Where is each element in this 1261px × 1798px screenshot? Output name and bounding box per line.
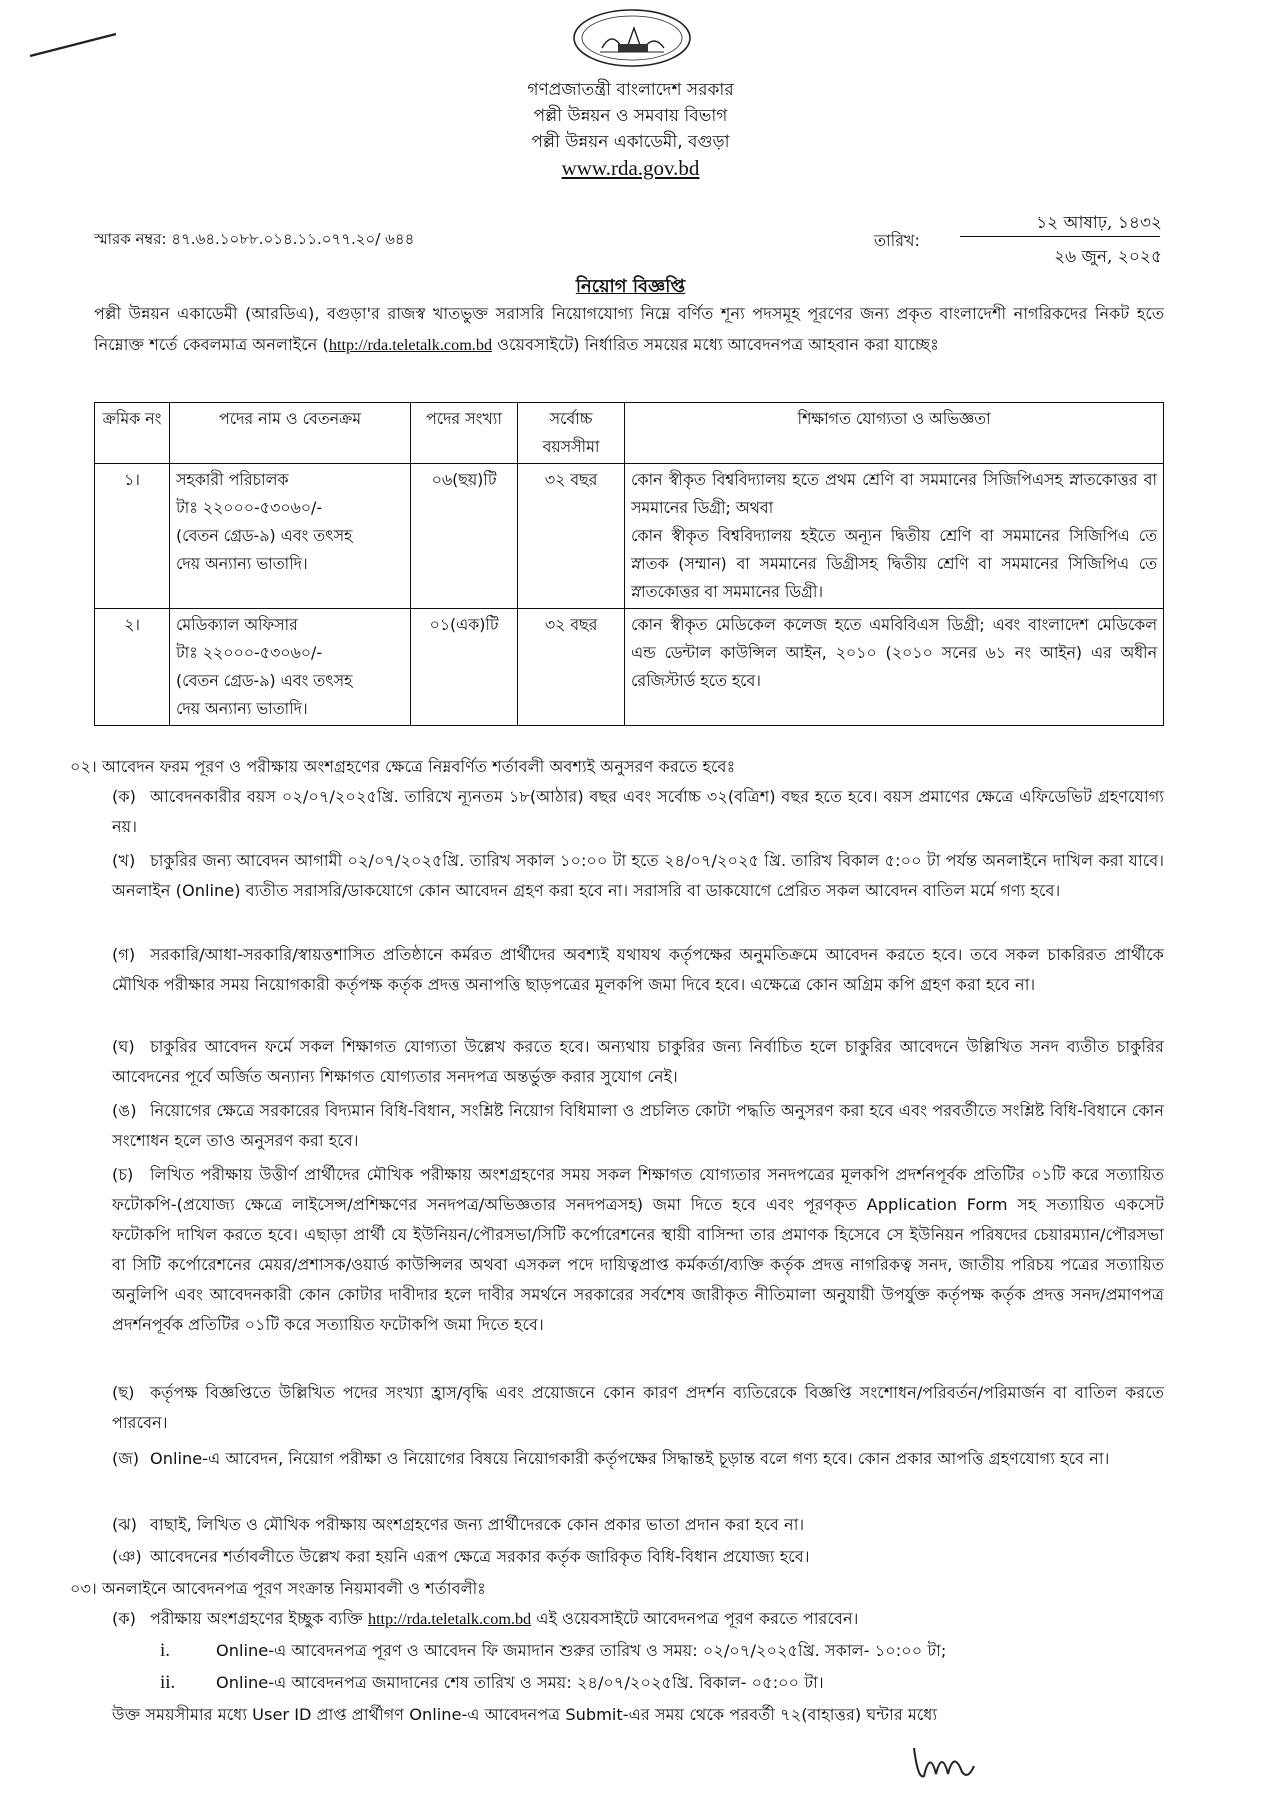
condition-label: (ক) [112, 787, 136, 806]
condition-item [112, 846, 1164, 906]
posts-table [94, 402, 1164, 726]
govt-name: গণপ্রজাতন্ত্রী বাংলাদেশ সরকার [527, 80, 734, 100]
teletalk-apply-link[interactable]: http://rda.teletalk.com.bd [367, 1610, 532, 1628]
condition-item [112, 1032, 1164, 1092]
roman-numeral: ii. [160, 1672, 176, 1693]
condition-label: (ঞ) [112, 1547, 142, 1566]
condition-item [112, 940, 1164, 1000]
post-grade: (বেতন গ্রেড-৯) এবং তৎসহ [176, 671, 353, 690]
notice-title: নিয়োগ বিজ্ঞপ্তি [575, 276, 686, 297]
pen-mark [28, 30, 118, 60]
condition-label: (ঙ) [112, 1101, 137, 1120]
qualification-option-1: কোন স্বীকৃত বিশ্ববিদ্যালয় হতে প্রথম শ্রেণি বা সমমানের সিজিপিএসহ স্নাতকোত্তর বা সমমানের ডিগ্রী; অথবা [631, 470, 1157, 517]
header-post-count: পদের সংখ্যা [411, 403, 518, 464]
division-name: পল্লী উন্নয়ন ও সমবায় বিভাগ [533, 106, 728, 126]
post-pay-scale: টাঃ ২২০০০-৫৩০৬০/- [176, 643, 323, 662]
schedule-text: Online-এ আবেদনপত্র পূরণ ও আবেদন ফি জমাদান শুরুর তারিখ ও সময়: ০২/০৭/২০২৫খ্রি. সকাল- ১০:০০ টা; [216, 1641, 947, 1660]
teletalk-link[interactable]: http://rda.teletalk.com.bd [328, 336, 493, 354]
intro-text-end: ওয়েবসাইটে) নির্ধারিত সময়ের মধ্যে আবেদনপত্র আহবান করা যাচ্ছেঃ [492, 335, 939, 354]
condition-label: (ঝ) [112, 1515, 137, 1534]
header-serial: ক্রমিক নং [95, 403, 170, 464]
academy-name: পল্লী উন্নয়ন একাডেমী, বগুড়া [531, 132, 730, 152]
intro-paragraph [94, 298, 1164, 361]
website-link[interactable]: www.rda.gov.bd [561, 156, 700, 180]
condition-item [112, 1160, 1164, 1340]
condition-item [112, 1096, 1164, 1156]
apply-text-end: এই ওয়েবসাইটে আবেদনপত্র পূরণ করতে পারবেন। [531, 1609, 859, 1628]
header-post-name: পদের নাম ও বেতনক্রম [170, 403, 411, 464]
condition-item [112, 1542, 1164, 1572]
date-bangla: ১২ আষাঢ়, ১৪৩২ [1036, 213, 1162, 233]
rda-logo-seal [572, 8, 692, 68]
row-post-count: ০১(এক)টি [411, 609, 518, 726]
condition-item [112, 1378, 1164, 1438]
header-qualification: শিক্ষাগত যোগ্যতা ও অভিজ্ঞতা [625, 403, 1164, 464]
signature [908, 1736, 978, 1786]
table-row [95, 464, 1164, 609]
post-pay-scale: টাঃ ২২০০০-৫৩০৬০/- [176, 498, 323, 517]
condition-text: Online-এ আবেদন, নিয়োগ পরীক্ষা ও নিয়োগের বিষয়ে নিয়োগকারী কর্তৃপক্ষের সিদ্ধান্তই চূড়ান্ত বলে গণ্য হবে। কোন প্রকার আপত্তি গ্রহণযোগ্য হবে না। [150, 1449, 1110, 1468]
condition-label: (জ) [112, 1449, 140, 1468]
table-row [95, 609, 1164, 726]
row-qualification [625, 464, 1164, 609]
condition-item [112, 1444, 1164, 1474]
date-english: ২৬ জুন, ২০২৫ [1054, 247, 1162, 267]
row-post-count: ০৬(ছয়)টি [411, 464, 518, 609]
condition-text: আবেদনের শর্তাবলীতে উল্লেখ করা হয়নি এরূপ ক্ষেত্রে সরকার কর্তৃক জারিকৃত বিধি-বিধান প্রযোজ্য হবে। [150, 1547, 810, 1566]
row-serial: ২। [95, 609, 170, 726]
condition-item [112, 1510, 1164, 1540]
post-allowance: দেয় অন্যান্য ভাতাদি। [176, 699, 308, 718]
condition-label: (ঘ) [112, 1037, 135, 1056]
table-header-row [95, 403, 1164, 464]
intro-text-start: পল্লী উন্নয়ন একাডেমী (আরডিএ), বগুড়া'র রাজস্ব খাতভুক্ত সরাসরি নিয়োগযোগ্য নিম্নে বর্ণিত শূন্য পদসমূহ পূরণের জন্য প্রকৃত বাংলাদেশী নাগরিকদের নিকট হতে নিম্নোক্ত শর্তে কেবলমাত্র অনলাইনে ( [94, 304, 1164, 354]
condition-text: চাকুরির আবেদন ফর্মে সকল শিক্ষাগত যোগ্যতা উল্লেখ করতে হবে। অন্যথায় চাকুরির জন্য নির্বাচিত হলে চাকুরির আবেদনে উল্লিখিত সনদ ব্যতীত চাকুরির আবেদনের পূর্বে অর্জিত অন্যান্য শিক্ষাগত যোগ্যতার সনদপত্র অন্তর্ভুক্ত করার সুযোগ নেই। [112, 1037, 1164, 1086]
schedule-text: Online-এ আবেদনপত্র জমাদানের শেষ তারিখ ও সময়: ২৪/০৭/২০২৫খ্রি. বিকাল- ০৫:০০ টা। [216, 1673, 824, 1692]
post-allowance: দেয় অন্যান্য ভাতাদি। [176, 554, 308, 573]
online-apply-item [112, 1604, 1164, 1634]
condition-label: (ক) [112, 1609, 136, 1628]
qualification-option-2: কোন স্বীকৃত বিশ্ববিদ্যালয় হইতে অন্যূন দ্বিতীয় শ্রেণি বা সমমানের সিজিপিএ তে স্নাতক (সম্মান) বা সমমানের ডিগ্রীসহ দ্বিতীয় শ্রেণি বা সমমানের সিজিপিএ তে স্নাতকোত্তর বা সমমানের ডিগ্রী। [631, 526, 1157, 601]
condition-text: সরকারি/আধা-সরকারি/স্বায়ত্তশাসিত প্রতিষ্ঠানে কর্মরত প্রার্থীদের অবশ্যই যথাযথ কর্তৃপক্ষের অনুমতিক্রমে আবেদন করতে হবে। তবে সকল চাকরিরত প্রার্থীকে মৌখিক পরীক্ষার সময় নিয়োগকারী কর্তৃপক্ষ কর্তৃক প্রদত্ত অনাপত্তি ছাড়পত্রের মূলকপি জমা দিবে হবে। এক্ষেত্রে কোন অগ্রিম কপি গ্রহণ করা হবে না। [112, 945, 1164, 994]
row-max-age: ৩২ বছর [518, 609, 625, 726]
condition-text: চাকুরির জন্য আবেদন আগামী ০২/০৭/২০২৫খ্রি. তারিখ সকাল ১০:০০ টা হতে ২৪/০৭/২০২৫ খ্রি. তারিখ বিকাল ৫:০০ টা পর্যন্ত অনলাইনে দাখিল করা যাবে। অনলাইন (Online) ব্যতীত সরাসরি/ডাকযোগে কোন আবেদন গ্রহণ করা হবে না। সরাসরি বা ডাকযোগে প্রেরিত সকল আবেদন বাতিল মর্মে গণ্য হবে। [112, 851, 1164, 900]
condition-label: (গ) [112, 945, 136, 964]
apply-text-start: পরীক্ষায় অংশগ্রহণের ইচ্ছুক ব্যক্তি [150, 1609, 368, 1628]
section-3-heading: ০৩। অনলাইনে আবেদনপত্র পূরণ সংক্রান্ত নিয়মাবলী ও শর্তাবলীঃ [70, 1579, 486, 1598]
condition-label: (চ) [112, 1165, 134, 1184]
condition-text: বাছাই, লিখিত ও মৌখিক পরীক্ষায় অংশগ্রহণের জন্য প্রার্থীদেরকে কোন প্রকার ভাতা প্রদান করা হবে না। [150, 1515, 805, 1534]
roman-numeral: i. [160, 1640, 171, 1661]
post-title: মেডিক্যাল অফিসার [176, 615, 298, 634]
qualification-option-1: কোন স্বীকৃত মেডিকেল কলেজ হতে এমবিবিএস ডিগ্রী; এবং বাংলাদেশ মেডিকেল এন্ড ডেন্টাল কাউন্সিল আইন, ২০১০ (২০১০ সনের ৬১ নং আইন) এর অধীন রেজিস্টার্ড হতে হবে। [631, 615, 1157, 690]
date-divider [960, 236, 1160, 237]
condition-label: (খ) [112, 851, 136, 870]
memo-reference: স্মারক নম্বর: ৪৭.৬৪.১০৮৮.০১৪.১১.০৭৭.২০/ ৬৪৪ [94, 230, 415, 248]
date-label: তারিখ: [874, 231, 920, 250]
condition-text: কর্তৃপক্ষ বিজ্ঞপ্তিতে উল্লিখিত পদের সংখ্যা হ্রাস/বৃদ্ধি এবং প্রয়োজনে কোন কারণ প্রদর্শন ব্যতিরেকে বিজ্ঞপ্তি সংশোধন/পরিবর্তন/পরিমার্জন বা বাতিল করতে পারবেন। [112, 1383, 1164, 1432]
section-3-tail: উক্ত সময়সীমার মধ্যে User ID প্রাপ্ত প্রার্থীগণ Online-এ আবেদনপত্র Submit-এর সময় থেকে পরবর্তী ৭২(বাহাত্তর) ঘন্টার মধ্যে [112, 1705, 938, 1724]
header-max-age: সর্বোচ্চ বয়সসীমা [518, 403, 625, 464]
row-max-age: ৩২ বছর [518, 464, 625, 609]
row-post-name [170, 609, 411, 726]
schedule-item [160, 1668, 1160, 1698]
row-post-name [170, 464, 411, 609]
section-2-heading: ০২। আবেদন ফরম পূরণ ও পরীক্ষায় অংশগ্রহণের ক্ষেত্রে নিম্নবর্ণিত শর্তাবলী অবশ্যই অনুসরণ করতে হবেঃ [70, 757, 736, 776]
post-title: সহকারী পরিচালক [176, 470, 289, 489]
condition-item [112, 782, 1164, 842]
condition-text: আবেদনকারীর বয়স ০২/০৭/২০২৫খ্রি. তারিখে ন্যূনতম ১৮(আঠার) বছর এবং সর্বোচ্চ ৩২(বত্রিশ) বছর হতে হবে। বয়স প্রমাণের ক্ষেত্রে এফিডেভিট গ্রহণযোগ্য নয়। [112, 787, 1164, 836]
post-grade: (বেতন গ্রেড-৯) এবং তৎসহ [176, 526, 353, 545]
row-qualification [625, 609, 1164, 726]
schedule-item [160, 1636, 1160, 1666]
row-serial: ১। [95, 464, 170, 609]
condition-label: (ছ) [112, 1383, 135, 1402]
condition-text: লিখিত পরীক্ষায় উত্তীর্ণ প্রার্থীদের মৌখিক পরীক্ষায় অংশগ্রহণের সময় সকল শিক্ষাগত যোগ্যতার সনদপত্রের মূলকপি প্রদর্শনপূর্বক প্রতিটির ০১টি করে সত্যায়িত ফটোকপি-(প্রযোজ্য ক্ষেত্রে লাইসেন্স/প্রশিক্ষণের সনদপত্র/অভিজ্ঞতার সনদপত্রসহ) জমা দিতে হবে এবং পূরণকৃত Application Form সহ সত্যায়িত একসেট ফটোকপি দাখিল করতে হবে। এছাড়া প্রার্থী যে ইউনিয়ন/পৌরসভা/সিটি কর্পোরেশনের স্থায়ী বাসিন্দা তার প্রমাণক হিসেবে সে ইউনিয়ন পরিষদের চেয়ারম্যান/পৌরসভা বা সিটি কর্পোরেশনের মেয়র/প্রশাসক/ওয়ার্ড কাউন্সিলর অথবা এসকল পদে দায়িত্বপ্রাপ্ত কর্মকর্তা/ব্যক্তি কর্তৃক প্রদত্ত নাগরিকত্ব সনদ, জাতীয় পরিচয় পত্রের সত্যায়িত অনুলিপি এবং আবেদনকারী কোন কোটার দাবীদার হলে দাবীর সমর্থনে সরকারের সর্বশেষ জারীকৃত নীতিমালা অনুযায়ী উপর্যুক্ত কর্তৃপক্ষ কর্তৃক প্রদত্ত সনদ/প্রমাণপত্র প্রদর্শনপূর্বক প্রতিটির ০১টি করে সত্যায়িত ফটোকপি জমা দিতে হবে। [112, 1165, 1164, 1334]
condition-text: নিয়োগের ক্ষেত্রে সরকারের বিদ্যমান বিধি-বিধান, সংশ্লিষ্ট নিয়োগ বিধিমালা ও প্রচলিত কোটা পদ্ধতি অনুসরণ করা হবে এবং পরবর্তীতে সংশ্লিষ্ট বিধি-বিধানে কোন সংশোধন হলে তাও অনুসরণ করা হবে। [112, 1101, 1164, 1150]
